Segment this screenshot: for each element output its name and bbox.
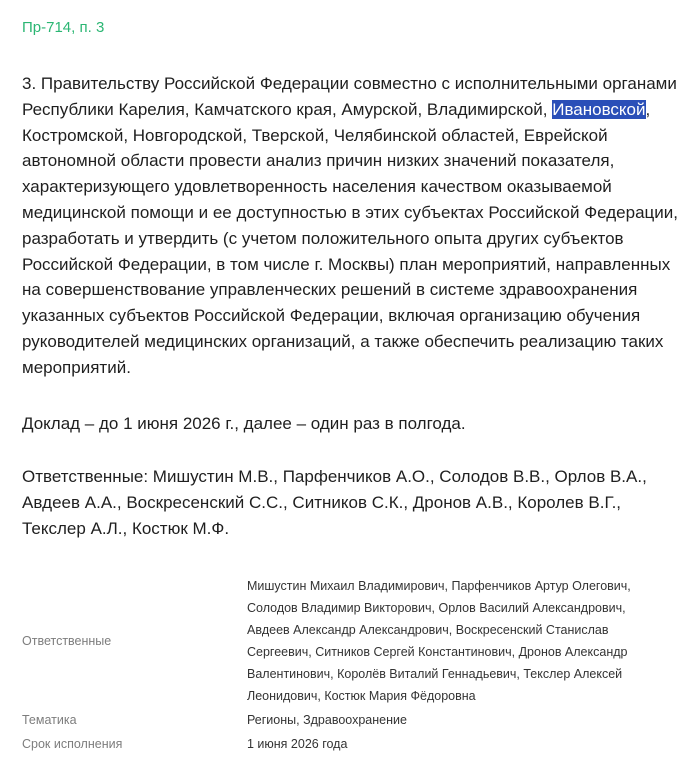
meta-topic-value: Регионы, Здравоохранение	[247, 713, 407, 727]
meta-responsible-value: Мишустин Михаил Владимирович, Парфенчиков Артур Олегович, Солодов Владимир Викторович, Орлов Василий Александрович, Авдеев Александр Александрович, Воскресенский Станислав Сергеевич, Ситников Сергей Константинович, Дронов Александр Валентинович, Королёв Виталий Геннадьевич, Текслер Алексей Леонидович, Костюк Мария Фёдоровна	[247, 579, 631, 703]
responsible-persons-text: Ответственные: Мишустин М.В., Парфенчиков А.О., Солодов В.В., Орлов В.А., Авдеев А.А., Воскресенский С.С., Ситников С.К., Дронов А.В., Королев В.Г., Текслер А.Л., Костюк М.Ф.	[22, 467, 647, 538]
report-deadline-text: Доклад – до 1 июня 2026 г., далее – один раз в полгода.	[22, 414, 466, 433]
instruction-text	[22, 71, 686, 381]
meta-deadline-label: Срок исполнения	[22, 737, 123, 751]
instruction-paragraph	[22, 71, 686, 381]
meta-deadline-value: 1 июня 2026 года	[247, 737, 348, 751]
reference-link[interactable]: Пр-714, п. 3	[22, 19, 105, 36]
meta-responsible-label: Ответственные	[22, 634, 112, 648]
instruction-text-start: 3. Правительству Российской Федерации совместно с исполнительными органами Республики Карелия, Камчатского края, Амурской, Владимирской,	[22, 74, 677, 119]
selected-text-highlight[interactable]: Ивановской	[552, 99, 646, 119]
meta-topic-label: Тематика	[22, 713, 77, 727]
instruction-text-end: , Костромской, Новгородской, Тверской, Челябинской областей, Еврейской автономной области провести анализ причин низких значений показателя, характеризующего удовлетворенность населения качеством оказываемой медицинской помощи и ее доступностью в этих субъектах Российской Федерации, разработать и утвердить (с учетом положительного опыта других субъектов Российской Федерации, в том числе г. Москвы) план мероприятий, направленных на совершенствование управленческих решений в системе здравоохранения указанных субъектов Российской Федерации, включая организацию обучения руководителей медицинских организаций, а также обеспечить реализацию таких мероприятий.	[22, 99, 678, 377]
